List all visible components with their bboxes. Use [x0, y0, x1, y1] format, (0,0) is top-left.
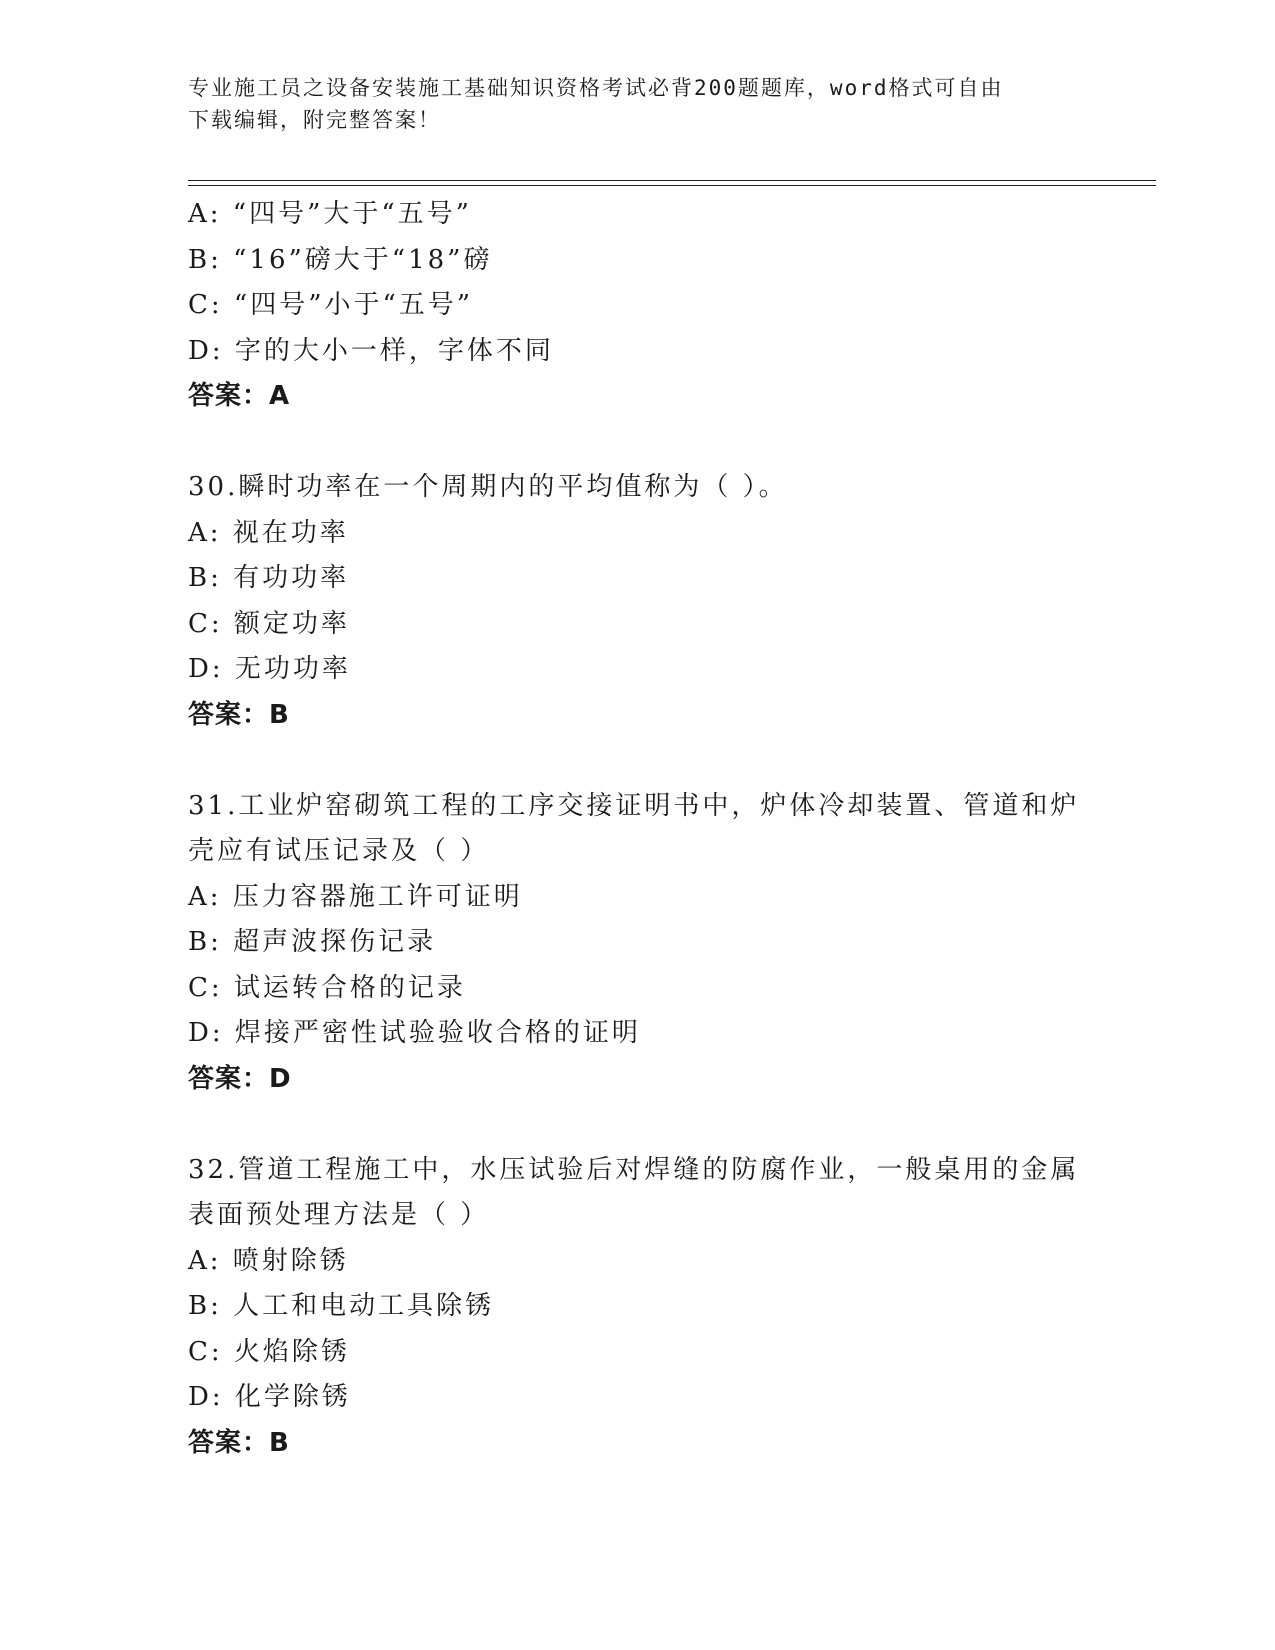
option-a: A: 压力容器施工许可证明: [188, 881, 523, 912]
answer-line: 答案：D: [188, 1063, 292, 1094]
question-stem: 30.瞬时功率在一个周期内的平均值称为（ ）。: [188, 472, 788, 502]
option-d: D: 化学除锈: [188, 1382, 351, 1412]
option-d: D: 焊接严密性试验验收合格的证明: [188, 1018, 641, 1048]
question-block-32: [188, 1148, 1088, 1467]
option-b: B: 有功功率: [188, 563, 350, 593]
header-divider: [188, 180, 1156, 186]
option-a: A: “四号”大于“五号”: [188, 199, 472, 229]
document-header: [188, 72, 1088, 136]
spacer: [188, 420, 1088, 466]
header-line-2: 下载编辑，附完整答案！: [188, 108, 441, 132]
option-c: C: “四号”小于“五号”: [188, 290, 474, 320]
option-c: C: 额定功率: [188, 608, 350, 639]
option-d: D: 无功功率: [188, 654, 351, 684]
answer-line: 答案：A: [188, 381, 291, 411]
question-list: [188, 192, 1088, 1466]
option-b: B: 人工和电动工具除锈: [188, 1291, 495, 1321]
question-stem-line-1: 31.工业炉窑砌筑工程的工序交接证明书中，炉体冷却装置、管道和炉: [188, 790, 1080, 821]
question-stem-line-2: 表面预处理方法是（ ）: [188, 1200, 490, 1230]
answer-line: 答案：B: [188, 699, 290, 730]
option-a: A: 视在功率: [188, 517, 349, 548]
question-block-29: [188, 192, 1088, 420]
option-b: B: 超声波探伤记录: [188, 927, 437, 957]
option-d: D: 字的大小一样，字体不同: [188, 335, 554, 366]
question-block-31: [188, 784, 1088, 1103]
option-b: B: “16”磅大于“18”磅: [188, 244, 493, 275]
option-c: C: 试运转合格的记录: [188, 972, 466, 1003]
question-stem-line-2: 壳应有试压记录及（ ）: [188, 836, 490, 866]
spacer: [188, 738, 1088, 784]
option-a: A: 喷射除锈: [188, 1245, 349, 1276]
header-line-1: 专业施工员之设备安装施工基础知识资格考试必背200题题库，word格式可自由: [188, 76, 1004, 100]
question-block-30: [188, 465, 1088, 738]
answer-line: 答案：B: [188, 1427, 290, 1458]
spacer: [188, 1102, 1088, 1148]
option-c: C: 火焰除锈: [188, 1336, 350, 1367]
question-stem-line-1: 32.管道工程施工中，水压试验后对焊缝的防腐作业，一般桌用的金属: [188, 1154, 1080, 1185]
